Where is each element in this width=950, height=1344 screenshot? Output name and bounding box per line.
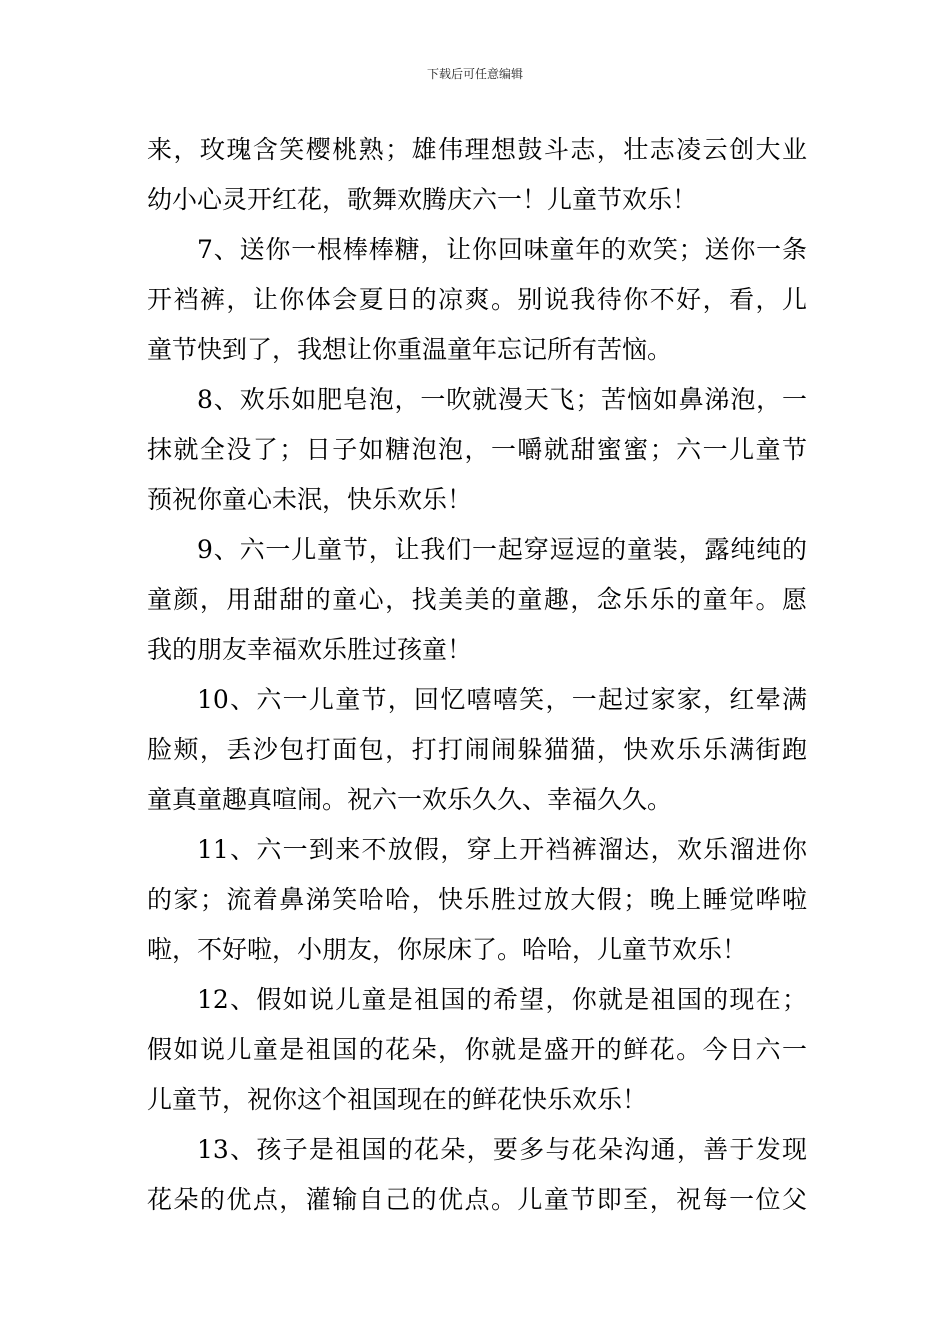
text-line: 幼小心灵开红花，歌舞欢腾庆六一！儿童节欢乐！ [147, 185, 698, 214]
text-line: 抹就全没了；日子如糖泡泡，一嚼就甜蜜蜜；六一儿童节 [147, 435, 807, 464]
text-line: 童节快到了，我想让你重温童年忘记所有苦恼。 [147, 335, 673, 364]
text-line: 预祝你童心未泯，快乐欢乐！ [147, 485, 473, 514]
text-line: 童颜，用甜甜的童心，找美美的童趣，念乐乐的童年。愿 [147, 585, 807, 614]
text-line: 花朵的优点，灌输自己的优点。儿童节即至，祝每一位父 [147, 1185, 807, 1214]
text-line: 脸颊，丢沙包打面包，打打闹闹躲猫猫，快欢乐乐满街跑 [147, 735, 807, 764]
text-line: 童真童趣真喧闹。祝六一欢乐久久、幸福久久。 [147, 785, 673, 814]
page-header: 下载后可任意编辑 [426, 67, 523, 81]
text-line: 儿童节，祝你这个祖国现在的鲜花快乐欢乐！ [147, 1085, 648, 1114]
text-line: 的家；流着鼻涕笑哈哈，快乐胜过放大假；晚上睡觉哗啦 [147, 885, 807, 914]
text-line: 假如说儿童是祖国的花朵，你就是盛开的鲜花。今日六一 [147, 1035, 807, 1064]
text-line: 9、六一儿童节，让我们一起穿逗逗的童装，露纯纯的 [197, 535, 807, 564]
text-line: 我的朋友幸福欢乐胜过孩童！ [147, 635, 473, 664]
text-line: 10、六一儿童节，回忆嘻嘻笑，一起过家家，红晕满 [197, 685, 807, 714]
text-line: 13、孩子是祖国的花朵，要多与花朵沟通，善于发现 [197, 1135, 807, 1164]
text-line: 11、六一到来不放假，穿上开裆裤溜达，欢乐溜进你 [197, 835, 807, 864]
text-line: 7、送你一根棒棒糖，让你回味童年的欢笑；送你一条 [197, 235, 807, 264]
text-line: 12、假如说儿童是祖国的希望，你就是祖国的现在； [197, 985, 807, 1014]
text-line: 8、欢乐如肥皂泡，一吹就漫天飞；苦恼如鼻涕泡，一 [197, 385, 807, 414]
document-body [147, 125, 807, 1225]
text-line: 开裆裤，让你体会夏日的凉爽。别说我待你不好，看，儿 [147, 285, 807, 314]
text-line: 啦，不好啦，小朋友，你尿床了。哈哈，儿童节欢乐！ [147, 935, 748, 964]
text-line: 来，玫瑰含笑樱桃熟；雄伟理想鼓斗志，壮志凌云创大业 [147, 135, 807, 164]
